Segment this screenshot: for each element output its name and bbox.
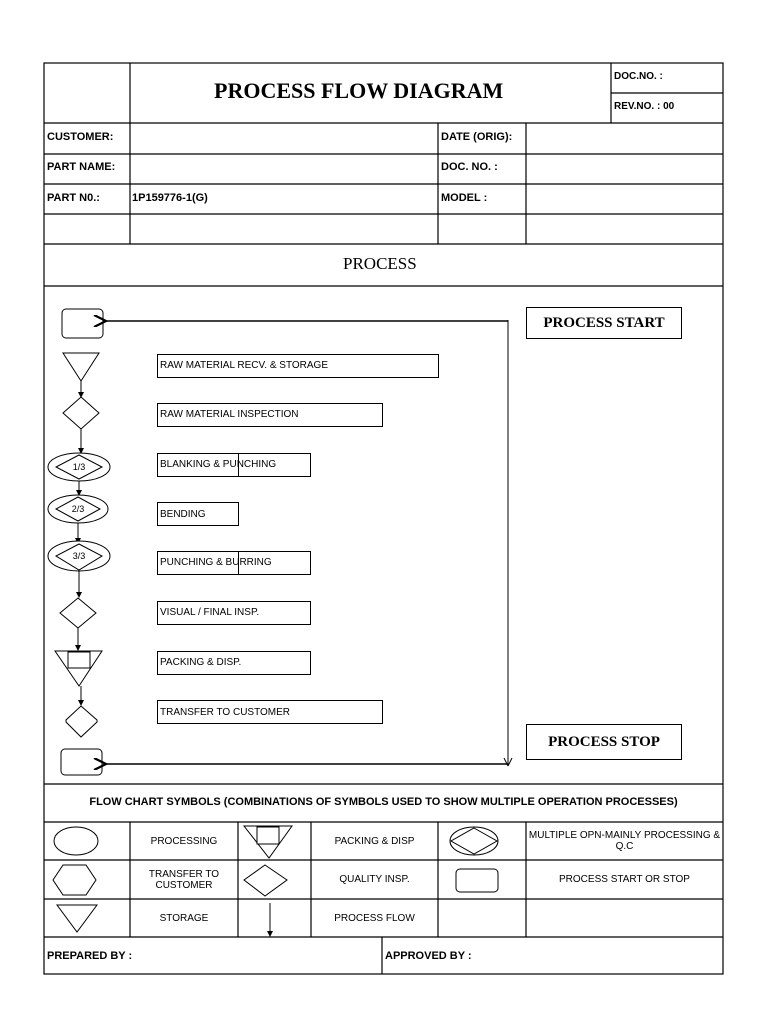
process-heading: PROCESS (343, 254, 417, 273)
step-label-3: BLANKING & PUNCHING (160, 459, 277, 470)
rev-no-label: REV.NO. : 00 (614, 101, 675, 112)
doc-no-info-label: DOC. NO. : (441, 161, 498, 173)
process-start-box: PROCESS START (526, 307, 682, 339)
date-label: DATE (ORIG): (441, 131, 513, 143)
prepared-by-label: PREPARED BY : (47, 950, 133, 962)
legend-packing-label: PACKING & DISP (334, 835, 415, 847)
legend-processing-icon (54, 827, 98, 855)
model-label: MODEL : (441, 192, 488, 204)
legend-quality-label: QUALITY INSP. (339, 874, 410, 885)
legend-start-stop-icon (456, 869, 498, 892)
legend-transfer-label: TRANSFER TO CUSTOMER (148, 868, 220, 891)
tag-1-3: 1/3 (72, 462, 86, 472)
process-stop-box: PROCESS STOP (526, 724, 682, 760)
legend-start-stop-label: PROCESS START OR STOP (559, 874, 690, 885)
legend-quality-icon (244, 865, 287, 896)
step-label-7: PACKING & DISP. (160, 657, 242, 668)
legend-processing-label: PROCESSING (150, 835, 218, 847)
legend-flow-label: PROCESS FLOW (334, 912, 415, 924)
legend-multiple-label: MULTIPLE OPN-MAINLY PROCESSING & Q.C (528, 830, 721, 852)
step-label-4: BENDING (160, 509, 206, 520)
legend-multiple-icon (450, 827, 498, 855)
legend-storage-label: STORAGE (159, 912, 209, 924)
customer-label: CUSTOMER: (47, 131, 114, 143)
tag-3-3: 3/3 (72, 551, 86, 561)
part-no-value: 1P159776-1(G) (132, 192, 208, 204)
part-name-label: PART NAME: (47, 161, 116, 173)
legend-transfer-icon (53, 865, 96, 895)
tag-2-3: 2/3 (71, 504, 85, 514)
part-no-label: PART N0.: (47, 192, 100, 204)
legend-heading: FLOW CHART SYMBOLS (COMBINATIONS OF SYMBOLS USED TO SHOW MULTIPLE OPERATION PROCESSES) (89, 796, 678, 808)
doc-no-label: DOC.NO. : (614, 71, 663, 82)
step-label-2: RAW MATERIAL INSPECTION (160, 409, 299, 420)
legend-storage-icon (57, 905, 97, 932)
step-label-8: TRANSFER TO CUSTOMER (160, 707, 291, 718)
step-label-1: RAW MATERIAL RECV. & STORAGE (160, 360, 328, 371)
step-label-5: PUNCHING & BURRING (160, 557, 272, 568)
approved-by-label: APPROVED BY : (385, 950, 472, 962)
step-label-6: VISUAL / FINAL INSP. (160, 607, 260, 618)
page-title: PROCESS FLOW DIAGRAM (214, 78, 504, 103)
